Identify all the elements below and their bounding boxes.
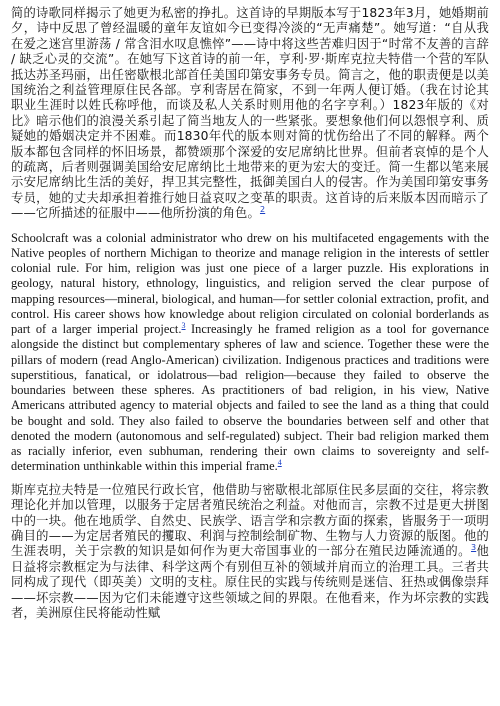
footnote-link-3-translation[interactable]: 3 [470,543,477,553]
footnote-link-3[interactable]: 3 [181,321,186,331]
english-paragraph [11,231,489,475]
chinese-paragraph-1 [11,6,489,222]
english-paragraph-text-2: Increasingly he framed religion as a tool for governance alongside the distinct but complementary spheres of law and science. Together these were the pillars of modern (read Anglo-American) civilization. Indigenous practices and traditions were superstitious, fanatical, or idolatrous—bad religion—because they failed to observe the boundaries between these spheres. As practitioners of bad religion, in his view, Native Americans attributed agency to material objects and failed to see the land as a thing that could be bought and sold. They also failed to observe the boundaries between self and other that denoted the modern (autonomous and self-regulated) subject. Their bad religion marked them as racially inferior, even subhuman, rendering their own claims to sovereignty and self-determination unthinkable within this imperial frame. [11,322,489,474]
english-paragraph-text-1: Schoolcraft was a colonial administrator who drew on his multifaceted engagements with the Native peoples of northern Michigan to theorize and manage religion in the interests of settler colonial rule. For him, religion was just one piece of a larger puzzle. His explorations in geology, natural history, ethnology, linguistics, and religion served the clear purpose of mapping resources—mineral, biological, and human—for settler colonial extraction, profit, and control. His career shows how knowledge about religion circulated on colonial borderlands as part of a larger imperial project. [11,230,489,337]
chinese-paragraph-2-text-2: 他日益将宗教框定为与法律、科学这两个有别但互补的领域并肩而立的治理工具。三者共同构成了现代（即英美）文明的支柱。原住民的实践与传统则是迷信、狂热或偶像崇拜——坏宗教——因为它们未能遵守这些领域之间的界限。在他看来，作为坏宗教的实践者，美洲原住民将能动性赋 [11,544,489,620]
chinese-paragraph-2 [11,483,489,622]
footnote-link-4[interactable]: 4 [277,458,282,468]
chinese-paragraph-1-text: 简的诗歌同样揭示了她更为私密的挣扎。这首诗的早期版本写于1823年3月，她婚期前夕，诗中反思了曾经温暖的童年友谊如今已变得冷淡的“无声痛楚”。她写道：“自从我在爱之迷宫里游荡 / 常含泪水叹息憔悴”——诗中将这些苦难归因于“时常不友善的言辞 / 缺乏心灵的交流”。在她写下这首诗的前一年，亨利·罗·斯库克拉夫特借一个营的军队抵达苏圣玛丽，出任密歇根北部首任美国印第安事务专员。简言之，他的职责便是以美国统治之利益管理原住民各部。亨利寄居在简家，不到一年两人便订婚。（我在讨论其职业生涯时以姓氏称呼他，而谈及私人关系时则用他的名字亨利。）1823年版的《对比》暗示他们的浪漫关系引起了简当地友人的一些紧张。要想象他们何以怨恨亨利、质疑她的婚姻决定并不困难。而1830年代的版本则对简的忧伤给出了不同的解释。两个版本都包含同样的怀旧场景，都赞颂那个深爱的安尼席纳比世界。但前者哀悼的是个人的疏离，后者则强调美国给安尼席纳比土地带来的更为宏大的变迁。简一生都以笔来展示安尼席纳比生活的美好，捍卫其完整性，抵御美国白人的侵害。作为美国印第安事务专员，她的丈夫却承担着推行她日益哀叹之变革的职责。这首诗的后来版本因而暗示了——它所描述的征服中——他所扮演的角色。 [11,6,489,221]
chinese-paragraph-2-text-1: 斯库克拉夫特是一位殖民行政长官，他借助与密歇根北部原住民多层面的交往，将宗教理论化并加以管理，以服务于定居者殖民统治之利益。对他而言，宗教不过是更大拼图中的一块。他在地质学、自然史、民族学、语言学和宗教方面的探索，皆服务于一项明确目的——为定居者殖民的攫取、利润与控制绘制矿物、生物与人力资源的版图。他的生涯表明，关于宗教的知识是如何作为更大帝国事业的一部分在殖民边陲流通的。 [11,482,489,559]
footnote-link-2[interactable]: 2 [259,205,266,215]
